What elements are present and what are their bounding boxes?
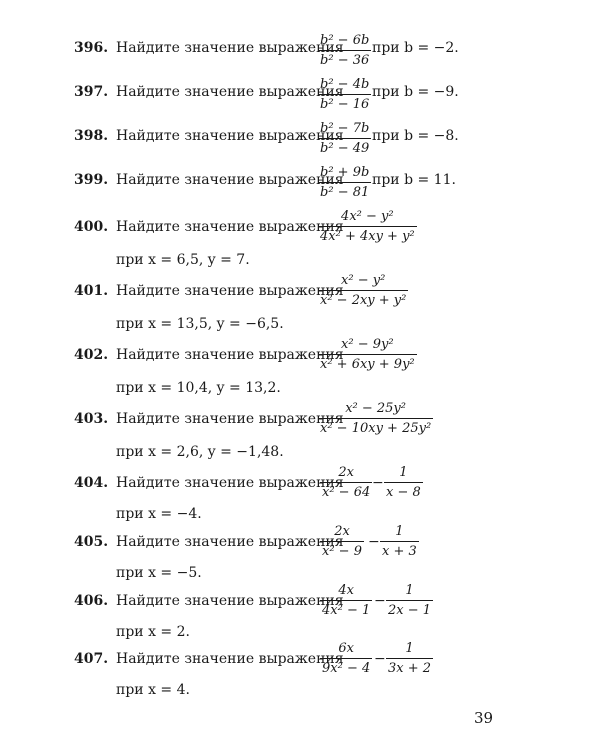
minus-sign: − — [368, 534, 380, 550]
numerator: b² + 9b — [320, 165, 370, 180]
fraction — [318, 210, 417, 243]
problem-instruction: Найдите значение выражения — [116, 593, 344, 609]
problem-number: 400. — [74, 219, 109, 235]
fraction — [318, 78, 371, 111]
numerator: x² − 9y² — [341, 337, 394, 352]
problem-number: 405. — [74, 534, 109, 550]
condition: при b = −8. — [372, 128, 459, 144]
problem-number: 397. — [74, 84, 109, 100]
problem-number: 398. — [74, 128, 109, 144]
problem-instruction: Найдите значение выражения — [116, 40, 344, 56]
fraction-1 — [320, 642, 372, 675]
problem-number: 406. — [74, 593, 109, 609]
condition: при x = 4. — [116, 682, 190, 698]
fraction — [318, 166, 371, 199]
fraction — [318, 122, 371, 155]
denominator: x² − 2xy + y² — [320, 293, 407, 308]
fraction-1 — [320, 525, 364, 558]
fraction-2 — [386, 584, 433, 617]
condition: при x = 2,6, y = −1,48. — [116, 444, 284, 460]
problem-instruction: Найдите значение выражения — [116, 128, 344, 144]
denominator: x² − 9 — [322, 544, 362, 559]
fraction — [318, 402, 433, 435]
fraction — [318, 34, 371, 67]
denominator: 9x² − 4 — [322, 661, 371, 676]
fraction-2 — [384, 466, 423, 499]
problem-number: 407. — [74, 651, 109, 667]
fraction — [318, 274, 408, 307]
problem-number: 403. — [74, 411, 109, 427]
problem-instruction: Найдите значение выражения — [116, 411, 344, 427]
denominator: x − 8 — [386, 485, 421, 500]
condition: при x = 10,4, y = 13,2. — [116, 380, 281, 396]
problem-instruction: Найдите значение выражения — [116, 475, 344, 491]
numerator: 2x — [338, 465, 354, 480]
fraction-2 — [380, 525, 419, 558]
problem-instruction: Найдите значение выражения — [116, 347, 344, 363]
denominator: 4x² − 1 — [322, 603, 371, 618]
numerator: b² − 7b — [320, 121, 370, 136]
problem-instruction: Найдите значение выражения — [116, 534, 344, 550]
numerator: 6x — [338, 641, 354, 656]
problem-number: 396. — [74, 40, 109, 56]
condition: при b = −2. — [372, 40, 459, 56]
problem-instruction: Найдите значение выражения — [116, 172, 344, 188]
denominator: x² + 6xy + 9y² — [320, 357, 415, 372]
minus-sign: − — [374, 593, 386, 609]
numerator: b² − 6b — [320, 33, 370, 48]
minus-sign: − — [374, 651, 386, 667]
condition: при x = −5. — [116, 565, 202, 581]
fraction — [318, 338, 417, 371]
problem-instruction: Найдите значение выражения — [116, 283, 344, 299]
condition: при b = −9. — [372, 84, 459, 100]
minus-sign: − — [372, 475, 384, 491]
numerator: 4x² − y² — [341, 209, 394, 224]
problem-instruction: Найдите значение выражения — [116, 84, 344, 100]
numerator: 4x — [338, 583, 354, 598]
condition: при x = 13,5, y = −6,5. — [116, 316, 284, 332]
fraction-1 — [320, 584, 372, 617]
denominator: x² − 64 — [322, 485, 371, 500]
denominator: b² − 36 — [320, 53, 370, 68]
numerator: 1 — [399, 465, 408, 480]
denominator: b² − 81 — [320, 185, 370, 200]
problem-number: 402. — [74, 347, 109, 363]
numerator: x² − y² — [341, 273, 386, 288]
numerator: x² − 25y² — [345, 401, 406, 416]
denominator: x + 3 — [382, 544, 417, 559]
denominator: b² − 16 — [320, 97, 370, 112]
condition: при x = 2. — [116, 624, 190, 640]
numerator: b² − 4b — [320, 77, 370, 92]
denominator: 2x − 1 — [388, 603, 432, 618]
fraction-2 — [386, 642, 433, 675]
page-number: 39 — [474, 709, 494, 727]
denominator: 4x² + 4xy + y² — [320, 229, 415, 244]
numerator: 2x — [334, 524, 350, 539]
denominator: x² − 10xy + 25y² — [320, 421, 432, 436]
condition: при x = −4. — [116, 506, 202, 522]
problem-number: 404. — [74, 475, 109, 491]
problem-instruction: Найдите значение выражения — [116, 651, 344, 667]
condition: при x = 6,5, y = 7. — [116, 252, 250, 268]
denominator: b² − 49 — [320, 141, 370, 156]
problem-number: 401. — [74, 283, 109, 299]
fraction-1 — [320, 466, 372, 499]
numerator: 1 — [405, 583, 414, 598]
condition: при b = 11. — [372, 172, 456, 188]
denominator: 3x + 2 — [388, 661, 432, 676]
numerator: 1 — [395, 524, 404, 539]
problem-instruction: Найдите значение выражения — [116, 219, 344, 235]
problem-number: 399. — [74, 172, 109, 188]
numerator: 1 — [405, 641, 414, 656]
